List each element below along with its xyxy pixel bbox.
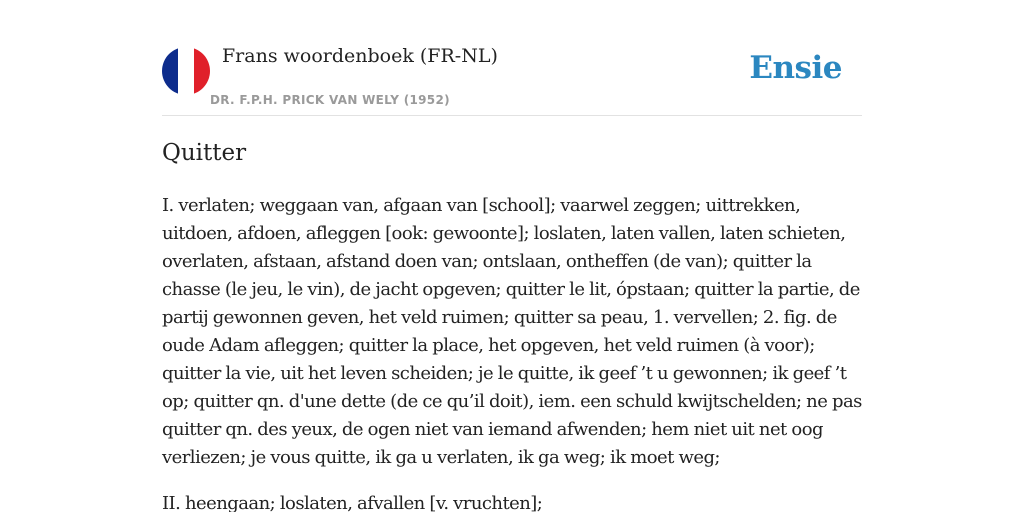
dictionary-title[interactable]: Frans woordenboek (FR-NL) <box>222 45 498 67</box>
ensie-logo-link[interactable]: Ensie <box>749 50 842 86</box>
header-divider <box>162 115 862 116</box>
dictionary-header <box>162 44 862 116</box>
definition-paragraph-2: II. heengaan; loslaten, afvallen [v. vruchten]; <box>162 493 543 512</box>
entry-definition <box>162 192 866 512</box>
flag-france-icon <box>162 47 210 95</box>
entry-headword: Quitter <box>162 140 247 166</box>
definition-paragraph-1: I. verlaten; weggaan van, afgaan van [school]; vaarwel zeggen; uittrekken, uitdoen, afdoen, afleggen [ook: gewoonte]; loslaten, laten vallen, laten schieten, overlaten, afstaan, afstand doen van; ontslaan, ontheffen (de van); quitter la chasse (le jeu, le vin), de jacht opgeven; quitter le lit, ópstaan; quitter la partie, de partij gewonnen geven, het veld ruimen; quitter sa peau, 1. vervellen; 2. fig. de oude Adam afleggen; quitter la place, het opgeven, het veld ruimen (à voor); quitter la vie, uit het leven scheiden; je le quitte, ik geef ’t u gewonnen; ik geef ’t op; quitter qn. d'une dette (de ce qu’il doit), iem. een schuld kwijtschelden; ne pas quitter qn. des yeux, de ogen niet van iemand afwenden; hem niet uit net oog verliezen; je vous quitte, ik ga u verlaten, ik ga weg; ik moet weg; <box>162 195 862 468</box>
dictionary-author: DR. F.P.H. PRICK VAN WELY (1952) <box>210 93 450 107</box>
